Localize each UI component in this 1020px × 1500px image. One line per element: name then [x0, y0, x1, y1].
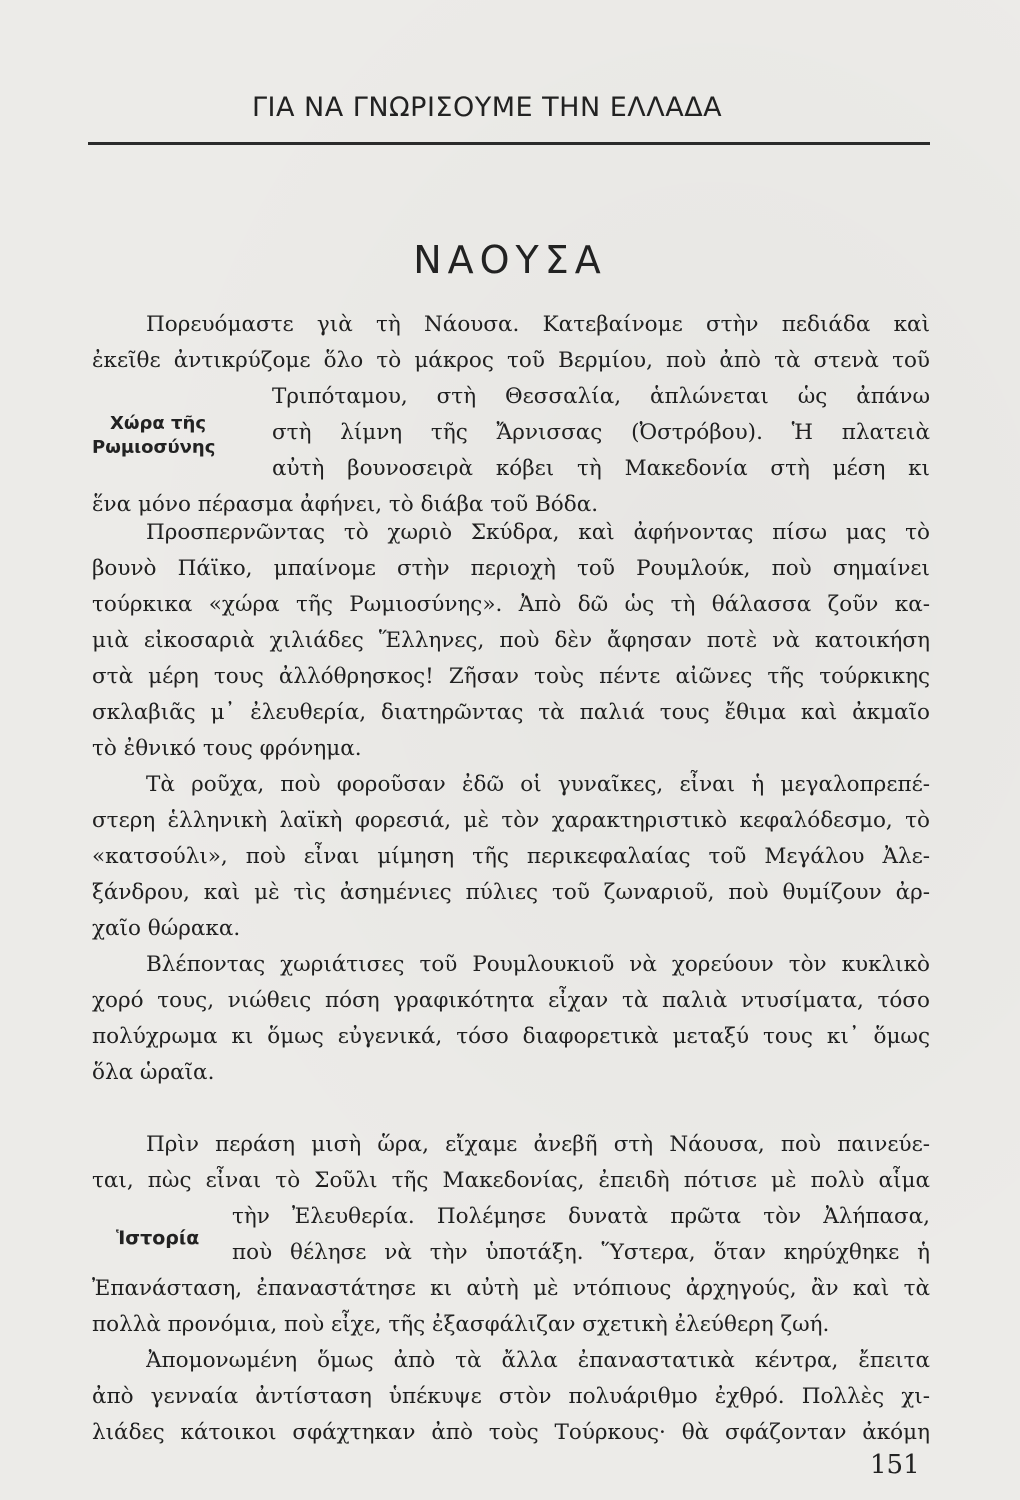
- text-line: πολύχρωμα κι ὅμως εὐγενικά, τόσο διαφορετικὰ μεταξύ τους κι᾿ ὅμως: [92, 1024, 930, 1049]
- text-line: τὴν Ἐλευθερία. Πολέμησε δυνατὰ πρῶτα τὸν Ἀλήπασα,: [232, 1204, 930, 1229]
- text-line: πολλὰ προνόμια, ποὺ εἶχε, τῆς ἐξασφάλιζαν σχετικὴ ἐλεύθερη ζωή.: [92, 1312, 830, 1337]
- text-line: τὸ ἐθνικό τους φρόνημα.: [92, 736, 362, 761]
- text-line: Πρὶν περάση μισὴ ὥρα, εἴχαμε ἀνεβῆ στὴ Νάουσα, ποὺ παινεύε-: [146, 1132, 930, 1157]
- text-line: ποὺ θέλησε νὰ τὴν ὑποτάξη. Ὕστερα, ὅταν κηρύχθηκε ἡ: [232, 1240, 930, 1265]
- text-line: μιὰ εἰκοσαριὰ χιλιάδες Ἕλληνες, ποὺ δὲν ἄφησαν ποτὲ νὰ κατοικήση: [92, 628, 930, 653]
- text-line: στὴ λίμνη τῆς Ἄρνισσας (Ὀστρόβου). Ἡ πλατειὰ: [272, 420, 930, 445]
- text-line: Πορευόμαστε γιὰ τὴ Νάουσα. Κατεβαίνομε στὴν πεδιάδα καὶ: [146, 312, 930, 337]
- text-line: Βλέποντας χωριάτισες τοῦ Ρουμλουκιοῦ νὰ χορεύουν τὸν κυκλικὸ: [146, 952, 930, 977]
- header-rule: [88, 142, 930, 145]
- text-line: βουνὸ Πάϊκο, μπαίνομε στὴν περιοχὴ τοῦ Ρουμλούκ, ποὺ σημαίνει: [92, 556, 930, 581]
- text-line: αὐτὴ βουνοσειρὰ κόβει τὴ Μακεδονία στὴ μέση κι: [272, 456, 930, 481]
- margin-note-heading: Ρωμιοσύνης: [92, 437, 216, 458]
- page-number: 151: [870, 1450, 920, 1480]
- text-line: χαῖο θώρακα.: [92, 916, 241, 941]
- text-line: τούρκικα «χώρα τῆς Ρωμιοσύνης». Ἀπὸ δῶ ὡς τὴ θάλασσα ζοῦν κα-: [92, 592, 930, 617]
- text-line: ὅλα ὡραῖα.: [92, 1060, 215, 1085]
- margin-note-heading: Ἱστορία: [116, 1227, 200, 1249]
- margin-note-heading: Χώρα τῆς: [110, 413, 207, 434]
- text-line: Τριπόταμου, στὴ Θεσσαλία, ἁπλώνεται ὡς ἀπάνω: [272, 384, 930, 409]
- text-line: στερη ἑλληνικὴ λαϊκὴ φορεσιά, μὲ τὸν χαρακτηριστικὸ κεφαλόδεσμο, τὸ: [92, 808, 930, 833]
- text-line: ἕνα μόνο πέρασμα ἀφήνει, τὸ διάβα τοῦ Βόδα.: [92, 492, 599, 517]
- article-title: ΝΑΟΥΣΑ: [413, 238, 607, 282]
- text-line: στὰ μέρη τους ἀλλόθρησκος! Ζῆσαν τοὺς πέντε αἰῶνες τῆς τούρκικης: [92, 664, 930, 689]
- text-line: Ἀπομονωμένη ὅμως ἀπὸ τὰ ἄλλα ἐπαναστατικὰ κέντρα, ἔπειτα: [146, 1348, 930, 1373]
- text-line: χορό τους, νιώθεις πόση γραφικότητα εἶχαν τὰ παλιὰ ντυσίματα, τόσο: [92, 988, 930, 1013]
- text-line: «κατσούλι», ποὺ εἶναι μίμηση τῆς περικεφαλαίας τοῦ Μεγάλου Ἀλε-: [92, 844, 930, 869]
- text-line: ξάνδρου, καὶ μὲ τὶς ἀσημένιες πύλιες τοῦ ζωναριοῦ, ποὺ θυμίζουν ἀρ-: [92, 880, 930, 905]
- text-line: Ἐπανάσταση, ἐπαναστάτησε κι αὐτὴ μὲ ντόπιους ἀρχηγούς, ἂν καὶ τὰ: [92, 1276, 930, 1301]
- text-line: Τὰ ροῦχα, ποὺ φοροῦσαν ἐδῶ οἱ γυναῖκες, εἶναι ἡ μεγαλοπρεπέ-: [146, 772, 930, 797]
- text-line: ἀπὸ γενναία ἀντίσταση ὑπέκυψε στὸν πολυάριθμο ἐχθρό. Πολλὲς χι-: [92, 1384, 930, 1409]
- text-line: σκλαβιᾶς μ᾿ ἐλευθερία, διατηρῶντας τὰ παλιά τους ἔθιμα καὶ ἀκμαῖο: [92, 700, 930, 725]
- text-line: Προσπερνῶντας τὸ χωριὸ Σκύδρα, καὶ ἀφήνοντας πίσω μας τὸ: [146, 520, 930, 545]
- text-line: λιάδες κάτοικοι σφάχτηκαν ἀπὸ τοὺς Τούρκους· θὰ σφάζονταν ἀκόμη: [92, 1420, 930, 1445]
- running-head: ΓΙΑ ΝΑ ΓΝΩΡΙΣΟΥΜΕ ΤΗΝ ΕΛΛΑΔΑ: [252, 92, 723, 123]
- text-line: ἐκεῖθε ἀντικρύζομε ὅλο τὸ μάκρος τοῦ Βερμίου, ποὺ ἀπὸ τὰ στενὰ τοῦ: [92, 348, 930, 373]
- text-line: ται, πὼς εἶναι τὸ Σοῦλι τῆς Μακεδονίας, ἐπειδὴ πότισε μὲ πολὺ αἷμα: [92, 1168, 930, 1193]
